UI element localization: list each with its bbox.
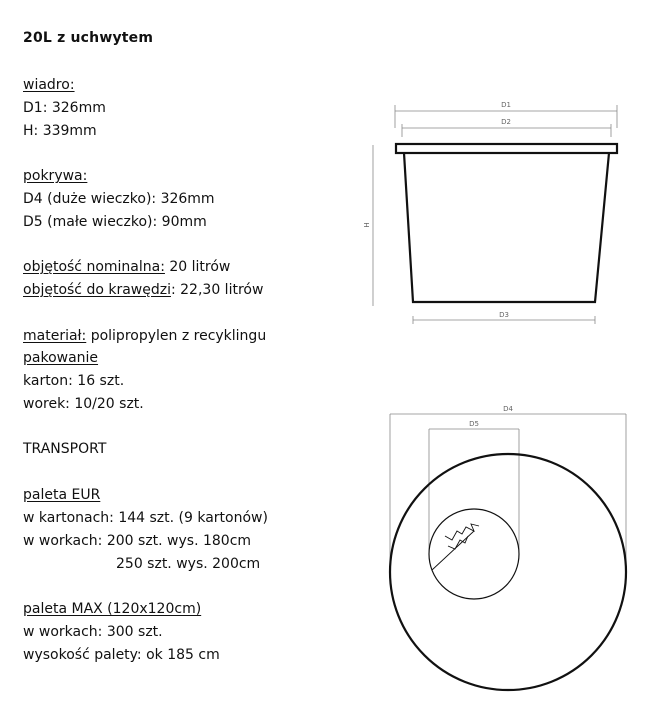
bucket-heading: wiadro:	[23, 77, 75, 93]
volume-brim-label: objętość do krawędzi	[23, 282, 171, 298]
large-lid-circle	[390, 454, 626, 690]
bucket-side-view	[363, 101, 617, 324]
packing-bag: worek: 10/20 szt.	[23, 396, 144, 412]
d4-label: D4	[503, 405, 513, 413]
volume-nominal-value: 20 litrów	[164, 259, 231, 275]
transport-heading: TRANSPORT	[23, 441, 107, 457]
lid-d4: D4 (duże wieczko): 326mm	[23, 191, 215, 207]
pallet-eur-cartons: w kartonach: 144 szt. (9 kartonów)	[23, 510, 268, 526]
d5-label: D5	[469, 420, 479, 428]
bucket-height: H: 339mm	[23, 123, 97, 139]
pallet-eur-bags-1: w workach: 200 szt. wys. 180cm	[23, 533, 252, 549]
latch-tab	[445, 524, 479, 549]
small-lid-circle	[429, 509, 519, 599]
volume-brim-value: : 22,30 litrów	[170, 282, 264, 298]
lid-heading: pokrywa:	[23, 168, 88, 184]
pallet-max-bags: w workach: 300 szt.	[23, 624, 163, 640]
bucket-rim	[396, 144, 617, 153]
h-label: H	[363, 222, 371, 228]
pallet-max-height: wysokość palety: ok 185 cm	[23, 647, 220, 663]
bucket-d1: D1: 326mm	[23, 100, 106, 116]
volume-nominal-label: objętość nominalna:	[23, 259, 165, 275]
product-title: 20L z uchwytem	[23, 30, 154, 46]
pallet-eur-bags-2: 250 szt. wys. 200cm	[116, 556, 261, 572]
d3-label: D3	[499, 311, 509, 319]
lid-d5: D5 (małe wieczko): 90mm	[23, 214, 207, 230]
packing-heading: pakowanie	[23, 350, 99, 366]
material-value: polipropylen z recyklingu	[86, 328, 267, 344]
material-label: materiał:	[23, 328, 87, 344]
bucket-body	[404, 153, 609, 302]
packing-carton: karton: 16 szt.	[23, 373, 125, 389]
pallet-eur-heading: paleta EUR	[23, 487, 101, 503]
lid-top-view	[390, 405, 626, 690]
pallet-max-heading: paleta MAX (120x120cm)	[23, 601, 202, 617]
d1-label: D1	[501, 101, 511, 109]
d2-label: D2	[501, 118, 511, 126]
